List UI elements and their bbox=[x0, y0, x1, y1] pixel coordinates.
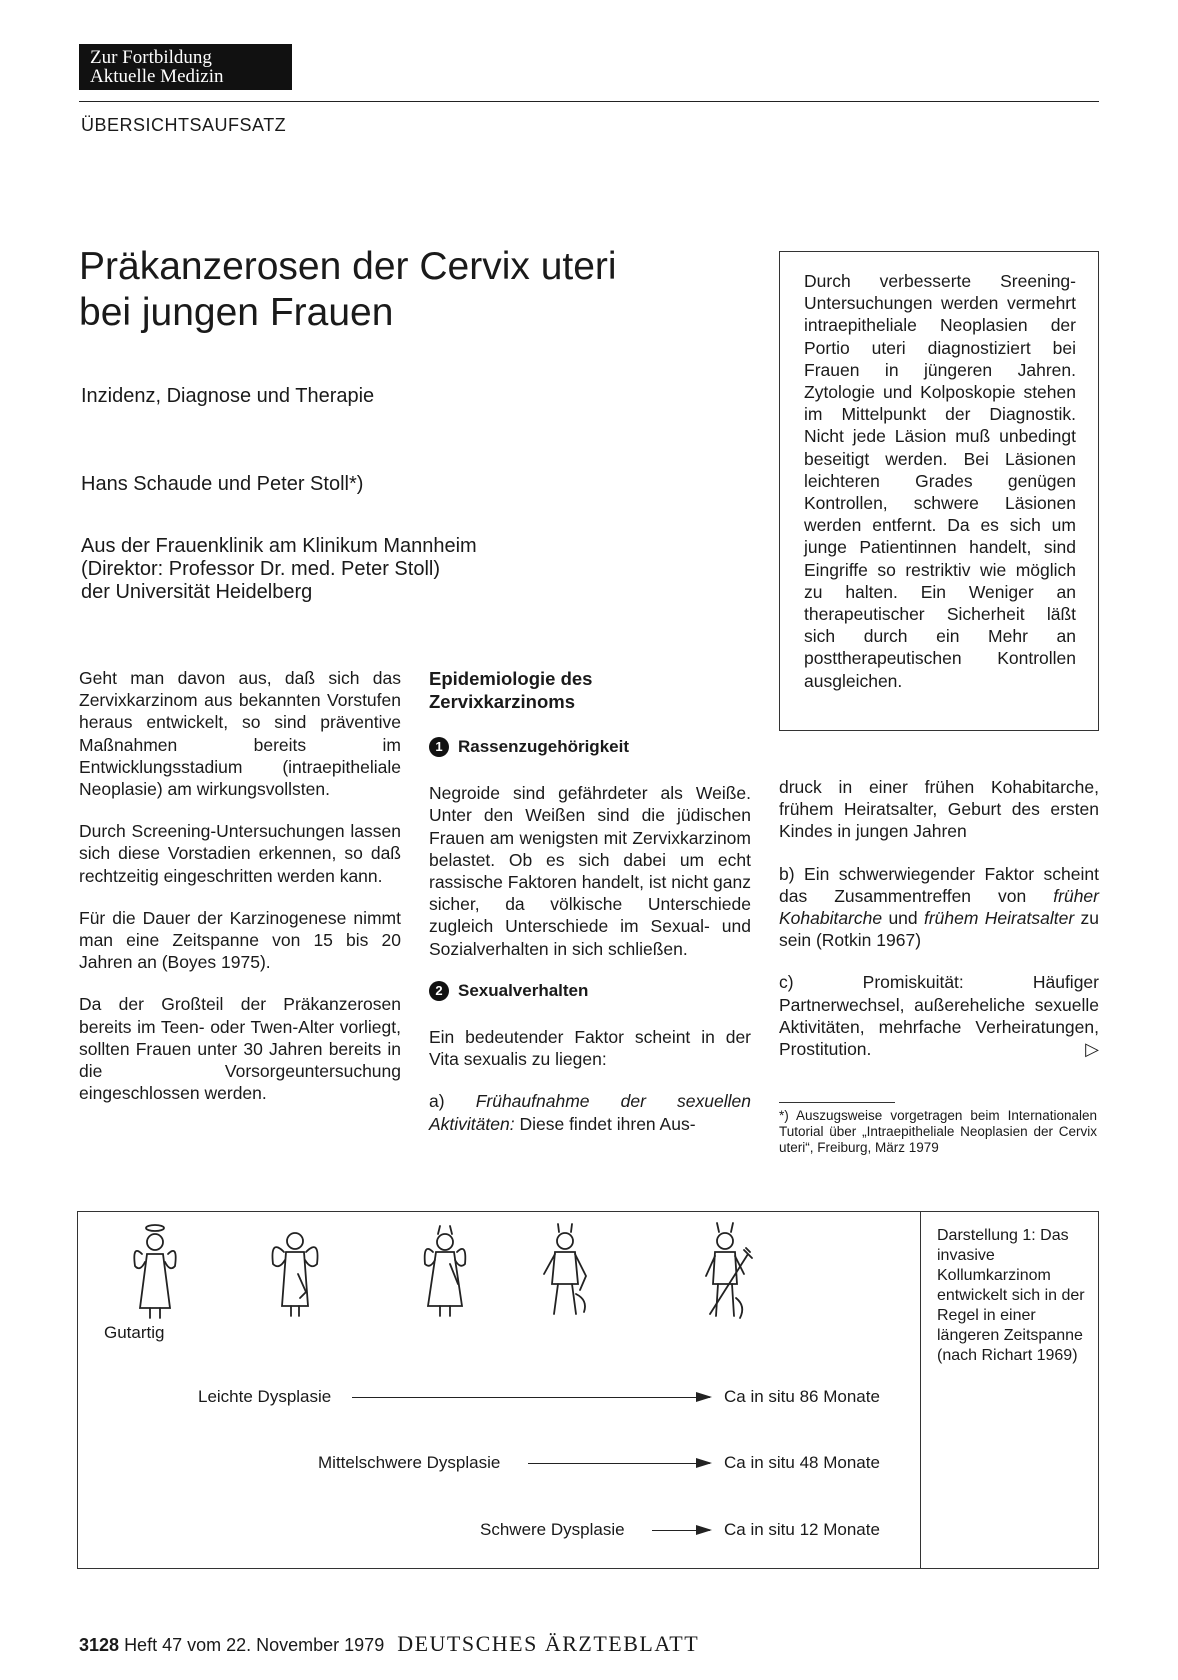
progression-arrow-icon bbox=[352, 1397, 710, 1398]
text-run: und bbox=[882, 908, 924, 929]
figure-separator bbox=[920, 1211, 921, 1569]
section-heading bbox=[429, 667, 751, 713]
paragraph: Für die Dauer der Karzinogenese nimmt man eine Zeitspanne von 15 bis 20 Jahren an (Boyes 1975). bbox=[79, 907, 401, 973]
title-line-1: Präkanzerosen der Cervix uteri bbox=[79, 245, 617, 288]
text-column-2 bbox=[429, 667, 751, 1155]
kicker-line-1: Zur Fortbildung bbox=[90, 47, 212, 68]
section-kicker bbox=[79, 44, 292, 90]
article-subtitle: Inzidenz, Diagnose und Therapie bbox=[81, 385, 375, 407]
article-affiliation bbox=[81, 535, 477, 604]
paragraph: Ein bedeutender Faktor scheint in der Vita sexualis zu liegen: bbox=[429, 1027, 751, 1070]
text-run: Diese findet ihren Aus- bbox=[514, 1113, 696, 1134]
figure-illustrations bbox=[80, 1214, 918, 1334]
affiliation-line-2: (Direktor: Professor Dr. med. Peter Stoll) bbox=[81, 558, 440, 580]
dysplasia-mild-label: Leichte Dysplasie bbox=[198, 1387, 332, 1406]
carcinoma-in-situ-label: Ca in situ 48 Monate bbox=[724, 1453, 880, 1472]
kicker-line-2: Aktuelle Medizin bbox=[90, 66, 224, 87]
number-badge-icon: 1 bbox=[429, 737, 449, 757]
italic-run: früher Kohabitarche bbox=[779, 885, 1099, 929]
footnote-rule bbox=[779, 1102, 895, 1103]
dysplasia-severe-label: Schwere Dysplasie bbox=[480, 1520, 625, 1539]
progression-arrow-icon bbox=[528, 1463, 710, 1464]
continue-arrow-icon: ▷ bbox=[1085, 1039, 1099, 1060]
paragraph: Durch Screening-Untersuchungen lassen sich diese Vorstadien erkennen, so daß rechtzeitig eingeschritten werden kann. bbox=[79, 821, 401, 886]
header-rule bbox=[79, 101, 1099, 102]
paragraph: Negroide sind gefährdeter als Weiße. Unter den Weißen sind die jüdischen Frauen am wenigsten mit Zervixkarzinom belastet. Ob es sich dabei um echt rassische Faktoren handelt, ist nicht ganz sicher, da völkische Unterschiede zugleich Unterschiede im Sexual- und Sozialverhalten in sich schließen. bbox=[429, 783, 751, 959]
text-run: b) Ein schwerwiegender Faktor scheint das Zusammentreffen von bbox=[779, 863, 1099, 906]
abstract-text: Durch verbesserte Sreening-Untersuchungen werden vermehrt intraepitheliale Neoplasien der Portio uteri diagnostiziert bei Frauen in jüngeren Jahren. Zytologie und Kolposkopie stehen im Mittelpunkt der Diagnostik. Nicht jede Läsion muß unbedingt beseitigt werden. Bei Läsionen leichteren Grades genügen Kontrollen, schwere Läsionen werden entfernt. Da es sich um junge Patientinnen handelt, sind Eingriffe so restriktiv wie möglich zu halten. Ein Weniger an therapeutischer Sicherheit läßt sich durch ein Mehr an posttherapeutischen Kontrollen ausgleichen. bbox=[804, 271, 1076, 691]
subheading-sexual-behaviour bbox=[429, 980, 751, 1002]
text-run: zu sein (Rotkin 1967) bbox=[779, 908, 1099, 951]
journal-name: DEUTSCHES ÄRZTEBLATT bbox=[397, 1631, 700, 1656]
page-footer bbox=[79, 1631, 699, 1657]
issue-info: Heft 47 vom 22. November 1979 bbox=[124, 1635, 385, 1655]
text-run: c) Promiskuität: Häufiger Partnerwechsel, außereheliche sexuelle Aktivitäten, mehrfache Verheiratungen, Prostitution. bbox=[779, 972, 1099, 1060]
benign-label: Gutartig bbox=[104, 1323, 165, 1342]
title-line-2: bei jungen Frauen bbox=[79, 291, 394, 334]
figure-caption: Darstellung 1: Das invasive Kollumkarzinom entwickelt sich in der Regel in einer längeren Zeitspanne (nach Richart 1969) bbox=[937, 1227, 1085, 1364]
angel-figure-icon bbox=[134, 1225, 175, 1318]
paragraph: Da der Großteil der Präkanzerosen bereits im Teen- oder Twen-Alter vorliegt, sollten Frauen unter 30 Jahren bereits in die Vorsorgeuntersuchung eingeschlossen werden. bbox=[79, 994, 401, 1104]
paragraph: Geht man davon aus, daß sich das Zervixkarzinom aus bekannten Vorstufen heraus entwickelt, so sind präventive Maßnahmen bereits im Entwicklungsstadium (intraepitheliale Neoplasie) am wirkungsvollsten. bbox=[79, 668, 401, 800]
text-column-3 bbox=[779, 776, 1099, 1080]
article-title bbox=[79, 244, 719, 336]
article-authors: Hans Schaude und Peter Stoll*) bbox=[81, 473, 364, 495]
carcinoma-in-situ-label: Ca in situ 12 Monate bbox=[724, 1520, 880, 1539]
progression-arrow-icon bbox=[652, 1530, 710, 1531]
heading-line-2: Zervixkarzinoms bbox=[429, 691, 576, 712]
text-column-1 bbox=[79, 667, 401, 1124]
devil-figure-icon bbox=[544, 1224, 586, 1314]
devil-with-pitchfork-icon bbox=[706, 1223, 752, 1318]
affiliation-line-3: der Universität Heidelberg bbox=[81, 581, 313, 603]
italic-run: frühem Heiratsalter bbox=[923, 908, 1075, 929]
paragraph bbox=[429, 1090, 751, 1134]
paragraph bbox=[779, 863, 1099, 952]
italic-run: Frühaufnahme der sexuellen Aktivitäten: bbox=[429, 1091, 751, 1134]
angel-devil-figure-icon bbox=[425, 1226, 466, 1316]
page-number: 3128 bbox=[79, 1635, 120, 1655]
paragraph bbox=[779, 971, 1099, 1060]
text-run: a) bbox=[429, 1091, 476, 1112]
affiliation-line-1: Aus der Frauenklinik am Klinikum Mannheim bbox=[81, 535, 477, 557]
footnote: *) Auszugsweise vorgetragen beim Internationalen Tutorial über „Intraepitheliale Neoplasien der Cervix uteri“, Freiburg, März 1979 bbox=[779, 1108, 1097, 1155]
subheading-race bbox=[429, 736, 751, 758]
heading-line-1: Epidemiologie des bbox=[429, 668, 593, 689]
section-label: ÜBERSICHTSAUFSATZ bbox=[81, 115, 287, 135]
paragraph: druck in einer frühen Kohabitarche, frühem Heiratsalter, Geburt des ersten Kindes in jungen Jahren bbox=[779, 777, 1099, 842]
subheading-label: Rassenzugehörigkeit bbox=[458, 737, 629, 756]
number-badge-icon: 2 bbox=[429, 981, 449, 1001]
angel-with-wings-icon bbox=[272, 1233, 317, 1316]
dysplasia-moderate-label: Mittelschwere Dysplasie bbox=[318, 1453, 501, 1472]
subheading-label: Sexualverhalten bbox=[458, 980, 589, 1000]
carcinoma-in-situ-label: Ca in situ 86 Monate bbox=[724, 1387, 880, 1406]
abstract-box bbox=[779, 251, 1099, 731]
